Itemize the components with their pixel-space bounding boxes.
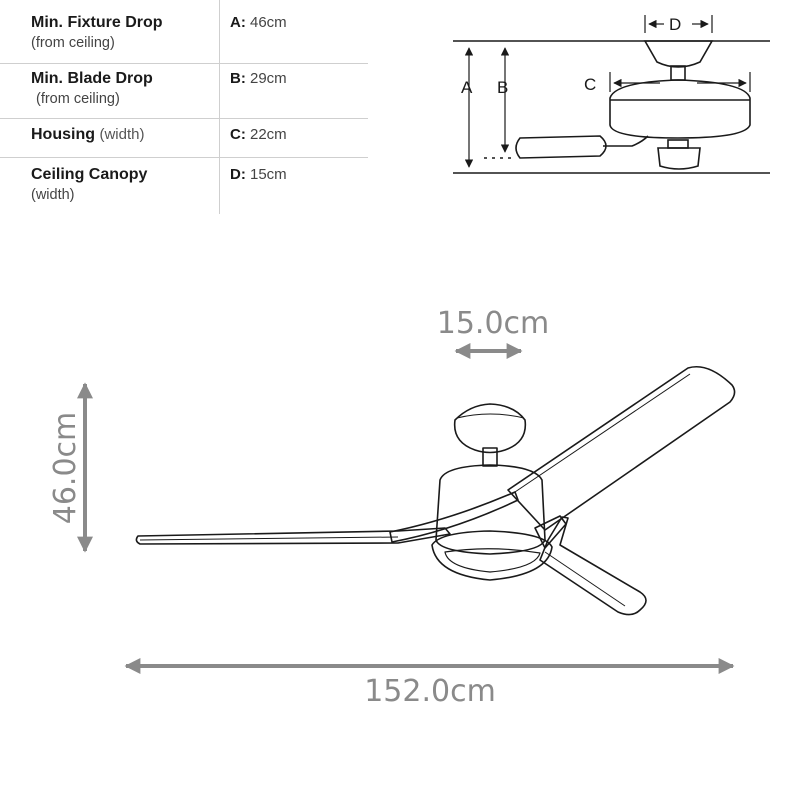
spec-label	[31, 68, 153, 109]
spec-value	[230, 68, 287, 89]
light-neck-shape	[668, 140, 688, 148]
spec-label-main: Min. Blade Drop	[31, 70, 153, 87]
spec-letter: C:	[230, 126, 246, 143]
dimension-a-label: A	[461, 78, 473, 97]
blade-arm-left	[390, 492, 518, 542]
fan-light-diffuser	[445, 549, 540, 572]
spec-label-main: Min. Fixture Drop	[31, 14, 163, 31]
spec-letter: B:	[230, 70, 246, 87]
spec-letter: D:	[230, 166, 246, 183]
spec-label-sub: (width)	[99, 126, 145, 143]
fan-blade-rear-edge	[512, 374, 690, 494]
blade-arm-shape	[603, 136, 648, 146]
spec-label-sub: (from ceiling)	[36, 91, 120, 107]
spec-letter: A:	[230, 14, 246, 31]
housing-shape	[610, 80, 750, 138]
span-label: 152.0cm	[364, 674, 496, 709]
dimension-d-label: D	[669, 15, 682, 34]
spec-measure: 46cm	[250, 14, 287, 31]
height-label: 46.0cm	[48, 411, 83, 525]
spec-value	[230, 124, 287, 145]
table-column-divider	[219, 0, 220, 214]
main-dimension-arrows	[85, 351, 733, 666]
spec-value	[230, 164, 287, 185]
dimension-c-label: C	[584, 75, 597, 94]
blade-shape	[516, 136, 606, 158]
canopy-width-label: 15.0cm	[436, 306, 550, 341]
spec-value	[230, 12, 287, 33]
fan-canopy-rim	[457, 414, 524, 418]
spec-label-main: Housing	[31, 126, 95, 143]
spec-label	[31, 124, 144, 145]
fan-light-bowl	[432, 531, 552, 580]
dimension-b-label: B	[497, 78, 509, 97]
spec-measure: 15cm	[250, 166, 287, 183]
fan-perspective-drawing	[136, 367, 734, 615]
row-divider	[0, 118, 368, 119]
spec-label	[31, 12, 163, 53]
canopy-shape	[645, 41, 712, 67]
spec-label	[31, 164, 147, 205]
spec-label-sub: (from ceiling)	[31, 35, 115, 51]
spec-measure: 22cm	[250, 126, 287, 143]
spec-label-main: Ceiling Canopy	[31, 166, 148, 183]
row-divider	[0, 157, 368, 158]
fan-blade-left-edge	[140, 537, 398, 540]
fan-blade-rear	[508, 367, 735, 530]
fan-housing	[436, 465, 545, 554]
light-cup-shape	[658, 148, 700, 169]
blade-bracket-right	[535, 516, 566, 548]
row-divider	[0, 63, 368, 64]
side-view-diagram	[453, 15, 770, 173]
fan-canopy	[455, 404, 526, 453]
fan-blade-front	[540, 517, 646, 615]
fan-blade-left	[136, 528, 450, 544]
fan-downrod	[483, 448, 497, 466]
spec-label-sub: (width)	[31, 187, 75, 203]
fan-blade-front-edge	[545, 552, 625, 606]
downrod-shape	[671, 66, 685, 80]
spec-measure: 29cm	[250, 70, 287, 87]
